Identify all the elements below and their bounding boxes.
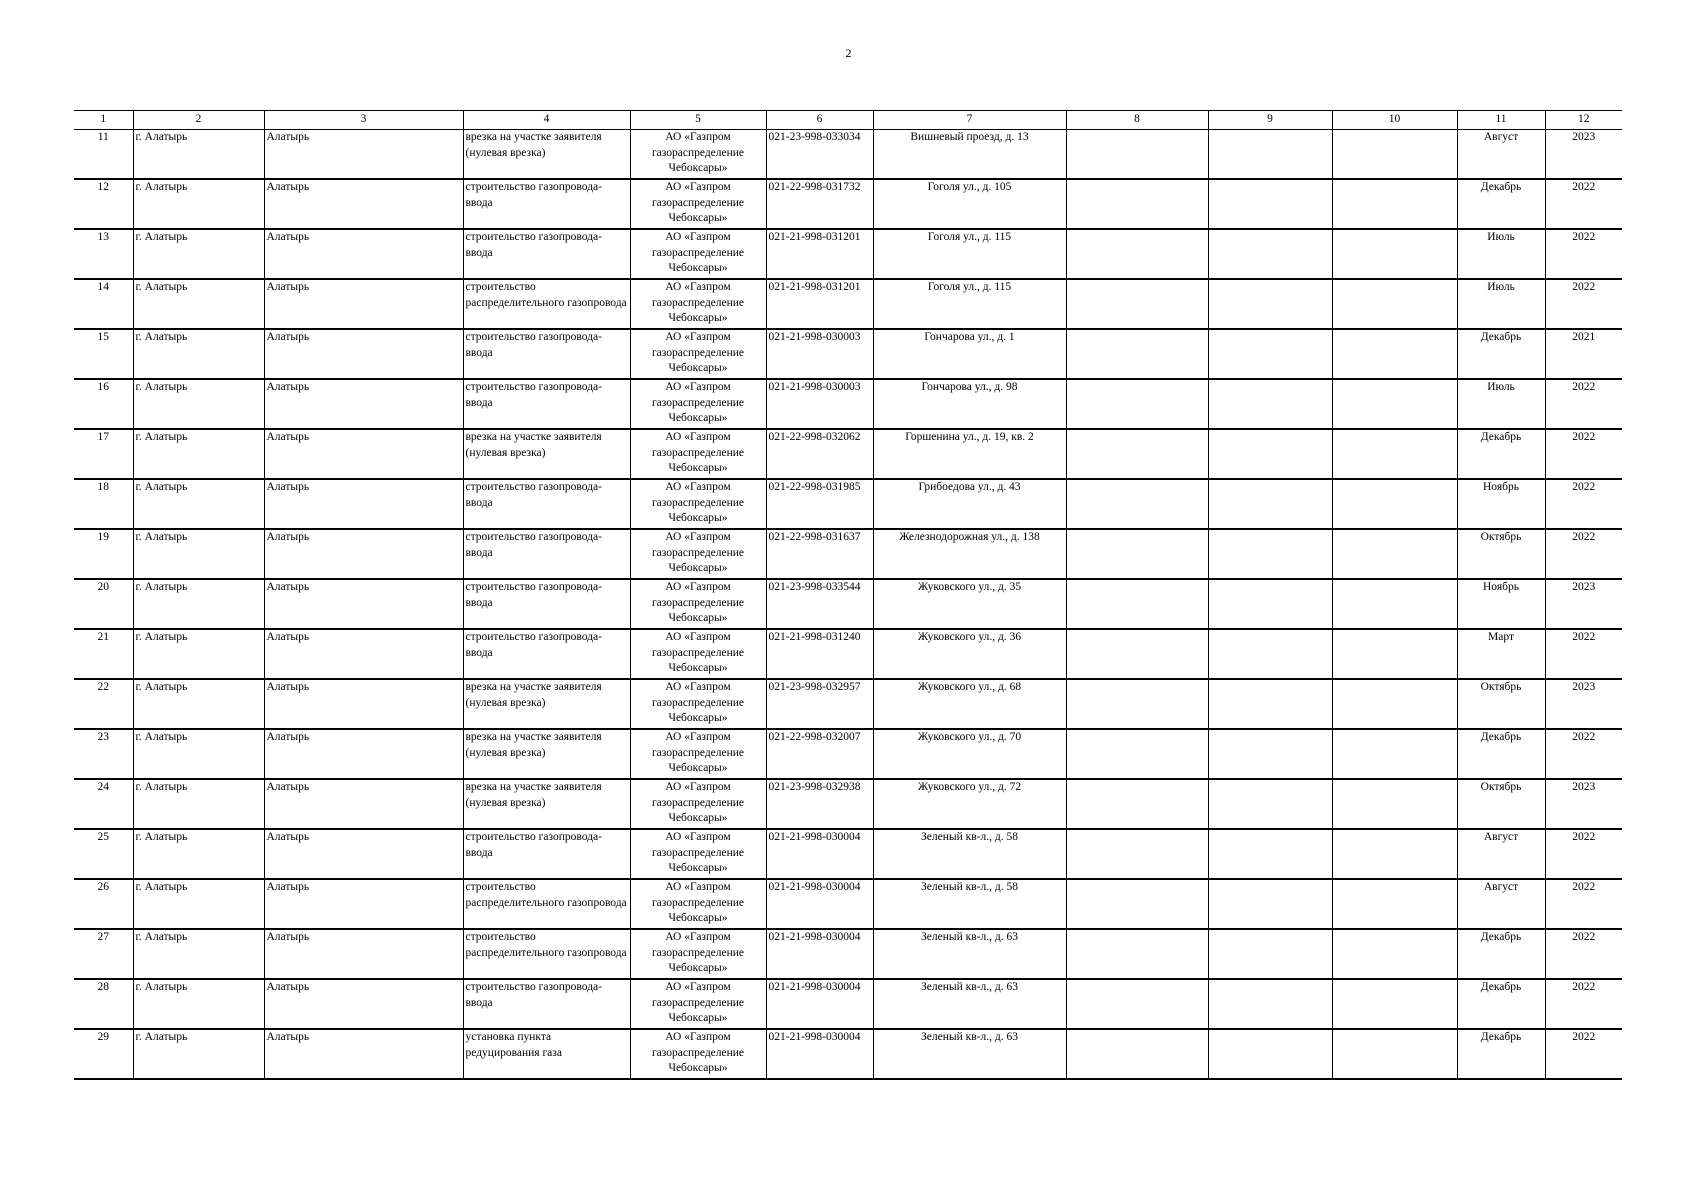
address-cell: Жуковского ул., д. 72 (873, 779, 1066, 829)
column-header: 8 (1066, 111, 1208, 130)
month-cell: Декабрь (1457, 329, 1545, 379)
year-cell: 2022 (1545, 729, 1622, 779)
application-number-cell: 021-21-998-030004 (766, 829, 873, 879)
address-cell: Гончарова ул., д. 98 (873, 379, 1066, 429)
column-10-cell (1332, 779, 1457, 829)
row-number-cell: 25 (74, 829, 133, 879)
organization-cell: АО «Газпром газораспределение Чебоксары» (630, 479, 766, 529)
address-cell: Зеленый кв-л., д. 58 (873, 829, 1066, 879)
address-cell: Жуковского ул., д. 36 (873, 629, 1066, 679)
work-type-cell: строительство газопровода-ввода (463, 379, 630, 429)
organization-cell: АО «Газпром газораспределение Чебоксары» (630, 979, 766, 1029)
year-cell: 2023 (1545, 779, 1622, 829)
district-cell: г. Алатырь (133, 829, 264, 879)
application-number-cell: 021-21-998-030004 (766, 979, 873, 1029)
row-number-cell: 19 (74, 529, 133, 579)
year-cell: 2023 (1545, 679, 1622, 729)
district-cell: г. Алатырь (133, 429, 264, 479)
row-number-cell: 15 (74, 329, 133, 379)
row-number-cell: 18 (74, 479, 133, 529)
column-8-cell (1066, 179, 1208, 229)
column-9-cell (1208, 629, 1332, 679)
address-cell: Жуковского ул., д. 70 (873, 729, 1066, 779)
work-type-cell: строительство газопровода-ввода (463, 229, 630, 279)
organization-cell: АО «Газпром газораспределение Чебоксары» (630, 329, 766, 379)
column-10-cell (1332, 479, 1457, 529)
settlement-cell: Алатырь (264, 829, 463, 879)
month-cell: Август (1457, 879, 1545, 929)
column-8-cell (1066, 1029, 1208, 1079)
address-cell: Гончарова ул., д. 1 (873, 329, 1066, 379)
column-8-cell (1066, 579, 1208, 629)
month-cell: Декабрь (1457, 729, 1545, 779)
table-row (74, 429, 1622, 479)
district-cell: г. Алатырь (133, 479, 264, 529)
application-number-cell: 021-21-998-030003 (766, 379, 873, 429)
column-10-cell (1332, 529, 1457, 579)
column-8-cell (1066, 829, 1208, 879)
work-type-cell: врезка на участке заявителя (нулевая врезка) (463, 130, 630, 180)
column-9-cell (1208, 929, 1332, 979)
column-9-cell (1208, 879, 1332, 929)
application-number-cell: 021-21-998-030004 (766, 1029, 873, 1079)
month-cell: Март (1457, 629, 1545, 679)
column-header: 10 (1332, 111, 1457, 130)
settlement-cell: Алатырь (264, 329, 463, 379)
month-cell: Июль (1457, 279, 1545, 329)
column-10-cell (1332, 629, 1457, 679)
column-8-cell (1066, 479, 1208, 529)
application-number-cell: 021-23-998-032957 (766, 679, 873, 729)
year-cell: 2022 (1545, 979, 1622, 1029)
settlement-cell: Алатырь (264, 429, 463, 479)
table-row (74, 929, 1622, 979)
column-8-cell (1066, 929, 1208, 979)
month-cell: Ноябрь (1457, 579, 1545, 629)
year-cell: 2022 (1545, 229, 1622, 279)
address-cell: Жуковского ул., д. 35 (873, 579, 1066, 629)
year-cell: 2021 (1545, 329, 1622, 379)
column-10-cell (1332, 1029, 1457, 1079)
year-cell: 2022 (1545, 829, 1622, 879)
row-number-cell: 21 (74, 629, 133, 679)
column-8-cell (1066, 529, 1208, 579)
settlement-cell: Алатырь (264, 679, 463, 729)
table-row (74, 279, 1622, 329)
column-10-cell (1332, 579, 1457, 629)
column-header: 7 (873, 111, 1066, 130)
column-9-cell (1208, 579, 1332, 629)
organization-cell: АО «Газпром газораспределение Чебоксары» (630, 429, 766, 479)
organization-cell: АО «Газпром газораспределение Чебоксары» (630, 279, 766, 329)
month-cell: Декабрь (1457, 179, 1545, 229)
application-number-cell: 021-22-998-031985 (766, 479, 873, 529)
district-cell: г. Алатырь (133, 179, 264, 229)
settlement-cell: Алатырь (264, 879, 463, 929)
column-9-cell (1208, 979, 1332, 1029)
year-cell: 2022 (1545, 629, 1622, 679)
address-cell: Жуковского ул., д. 68 (873, 679, 1066, 729)
column-9-cell (1208, 479, 1332, 529)
application-number-cell: 021-22-998-031732 (766, 179, 873, 229)
work-type-cell: строительство газопровода-ввода (463, 329, 630, 379)
work-type-cell: строительство распределительного газопровода (463, 929, 630, 979)
address-cell: Гоголя ул., д. 105 (873, 179, 1066, 229)
application-number-cell: 021-21-998-031201 (766, 279, 873, 329)
address-cell: Горшенина ул., д. 19, кв. 2 (873, 429, 1066, 479)
year-cell: 2022 (1545, 879, 1622, 929)
settlement-cell: Алатырь (264, 529, 463, 579)
district-cell: г. Алатырь (133, 979, 264, 1029)
column-10-cell (1332, 130, 1457, 180)
table-row (74, 779, 1622, 829)
column-header: 4 (463, 111, 630, 130)
column-10-cell (1332, 829, 1457, 879)
table-body (74, 130, 1622, 1080)
district-cell: г. Алатырь (133, 329, 264, 379)
address-cell: Зеленый кв-л., д. 58 (873, 879, 1066, 929)
table-row (74, 229, 1622, 279)
month-cell: Октябрь (1457, 529, 1545, 579)
column-8-cell (1066, 979, 1208, 1029)
settlement-cell: Алатырь (264, 130, 463, 180)
table-row (74, 1029, 1622, 1079)
address-cell: Вишневый проезд, д. 13 (873, 130, 1066, 180)
table-row (74, 879, 1622, 929)
organization-cell: АО «Газпром газораспределение Чебоксары» (630, 829, 766, 879)
month-cell: Декабрь (1457, 429, 1545, 479)
column-header: 9 (1208, 111, 1332, 130)
column-8-cell (1066, 679, 1208, 729)
year-cell: 2023 (1545, 130, 1622, 180)
work-type-cell: строительство газопровода-ввода (463, 829, 630, 879)
column-10-cell (1332, 379, 1457, 429)
month-cell: Июль (1457, 379, 1545, 429)
column-9-cell (1208, 429, 1332, 479)
organization-cell: АО «Газпром газораспределение Чебоксары» (630, 579, 766, 629)
year-cell: 2022 (1545, 929, 1622, 979)
column-10-cell (1332, 679, 1457, 729)
work-type-cell: установка пункта редуцирования газа (463, 1029, 630, 1079)
table-row (74, 679, 1622, 729)
column-8-cell (1066, 130, 1208, 180)
application-number-cell: 021-22-998-032062 (766, 429, 873, 479)
column-8-cell (1066, 629, 1208, 679)
column-header: 5 (630, 111, 766, 130)
application-number-cell: 021-23-998-033544 (766, 579, 873, 629)
month-cell: Декабрь (1457, 979, 1545, 1029)
column-9-cell (1208, 279, 1332, 329)
year-cell: 2022 (1545, 529, 1622, 579)
table-row (74, 579, 1622, 629)
year-cell: 2022 (1545, 379, 1622, 429)
year-cell: 2022 (1545, 179, 1622, 229)
application-number-cell: 021-22-998-032007 (766, 729, 873, 779)
district-cell: г. Алатырь (133, 379, 264, 429)
work-type-cell: врезка на участке заявителя (нулевая врезка) (463, 429, 630, 479)
settlement-cell: Алатырь (264, 1029, 463, 1079)
district-cell: г. Алатырь (133, 929, 264, 979)
month-cell: Декабрь (1457, 929, 1545, 979)
work-type-cell: строительство газопровода-ввода (463, 979, 630, 1029)
table-row (74, 979, 1622, 1029)
settlement-cell: Алатырь (264, 279, 463, 329)
organization-cell: АО «Газпром газораспределение Чебоксары» (630, 879, 766, 929)
column-10-cell (1332, 179, 1457, 229)
organization-cell: АО «Газпром газораспределение Чебоксары» (630, 629, 766, 679)
district-cell: г. Алатырь (133, 130, 264, 180)
organization-cell: АО «Газпром газораспределение Чебоксары» (630, 779, 766, 829)
column-number-header-row (74, 111, 1622, 130)
table-row (74, 529, 1622, 579)
table-row (74, 329, 1622, 379)
work-type-cell: строительство распределительного газопровода (463, 279, 630, 329)
district-cell: г. Алатырь (133, 1029, 264, 1079)
work-type-cell: строительство газопровода-ввода (463, 529, 630, 579)
application-number-cell: 021-21-998-031240 (766, 629, 873, 679)
row-number-cell: 22 (74, 679, 133, 729)
address-cell: Зеленый кв-л., д. 63 (873, 1029, 1066, 1079)
table-row (74, 130, 1622, 180)
column-9-cell (1208, 379, 1332, 429)
column-10-cell (1332, 329, 1457, 379)
column-8-cell (1066, 229, 1208, 279)
column-header: 12 (1545, 111, 1622, 130)
year-cell: 2022 (1545, 479, 1622, 529)
column-header: 1 (74, 111, 133, 130)
settlement-cell: Алатырь (264, 579, 463, 629)
settlement-cell: Алатырь (264, 479, 463, 529)
column-header: 11 (1457, 111, 1545, 130)
settlement-cell: Алатырь (264, 379, 463, 429)
organization-cell: АО «Газпром газораспределение Чебоксары» (630, 929, 766, 979)
district-cell: г. Алатырь (133, 579, 264, 629)
page-number: 2 (845, 46, 852, 60)
organization-cell: АО «Газпром газораспределение Чебоксары» (630, 229, 766, 279)
column-9-cell (1208, 1029, 1332, 1079)
row-number-cell: 29 (74, 1029, 133, 1079)
column-header: 6 (766, 111, 873, 130)
district-cell: г. Алатырь (133, 679, 264, 729)
district-cell: г. Алатырь (133, 529, 264, 579)
application-number-cell: 021-22-998-031637 (766, 529, 873, 579)
table-row (74, 479, 1622, 529)
organization-cell: АО «Газпром газораспределение Чебоксары» (630, 130, 766, 180)
table-row (74, 729, 1622, 779)
column-9-cell (1208, 779, 1332, 829)
month-cell: Декабрь (1457, 1029, 1545, 1079)
organization-cell: АО «Газпром газораспределение Чебоксары» (630, 679, 766, 729)
settlement-cell: Алатырь (264, 229, 463, 279)
application-number-cell: 021-21-998-030003 (766, 329, 873, 379)
column-9-cell (1208, 729, 1332, 779)
column-9-cell (1208, 679, 1332, 729)
table-row (74, 379, 1622, 429)
column-header: 3 (264, 111, 463, 130)
application-number-cell: 021-23-998-033034 (766, 130, 873, 180)
organization-cell: АО «Газпром газораспределение Чебоксары» (630, 179, 766, 229)
row-number-cell: 27 (74, 929, 133, 979)
application-number-cell: 021-21-998-030004 (766, 879, 873, 929)
column-9-cell (1208, 329, 1332, 379)
column-9-cell (1208, 529, 1332, 579)
district-cell: г. Алатырь (133, 629, 264, 679)
row-number-cell: 17 (74, 429, 133, 479)
year-cell: 2022 (1545, 279, 1622, 329)
month-cell: Август (1457, 130, 1545, 180)
column-9-cell (1208, 130, 1332, 180)
column-8-cell (1066, 429, 1208, 479)
work-type-cell: строительство газопровода-ввода (463, 579, 630, 629)
settlement-cell: Алатырь (264, 779, 463, 829)
district-cell: г. Алатырь (133, 729, 264, 779)
address-cell: Гоголя ул., д. 115 (873, 279, 1066, 329)
organization-cell: АО «Газпром газораспределение Чебоксары» (630, 1029, 766, 1079)
column-10-cell (1332, 879, 1457, 929)
district-cell: г. Алатырь (133, 779, 264, 829)
year-cell: 2022 (1545, 1029, 1622, 1079)
column-10-cell (1332, 729, 1457, 779)
column-8-cell (1066, 779, 1208, 829)
work-type-cell: врезка на участке заявителя (нулевая врезка) (463, 779, 630, 829)
application-number-cell: 021-21-998-031201 (766, 229, 873, 279)
column-8-cell (1066, 279, 1208, 329)
column-9-cell (1208, 829, 1332, 879)
column-8-cell (1066, 729, 1208, 779)
row-number-cell: 26 (74, 879, 133, 929)
district-cell: г. Алатырь (133, 879, 264, 929)
row-number-cell: 14 (74, 279, 133, 329)
month-cell: Июль (1457, 229, 1545, 279)
organization-cell: АО «Газпром газораспределение Чебоксары» (630, 729, 766, 779)
settlement-cell: Алатырь (264, 929, 463, 979)
district-cell: г. Алатырь (133, 229, 264, 279)
address-cell: Железнодорожная ул., д. 138 (873, 529, 1066, 579)
column-9-cell (1208, 179, 1332, 229)
organization-cell: АО «Газпром газораспределение Чебоксары» (630, 379, 766, 429)
gasification-schedule-table (74, 110, 1622, 1080)
table-row (74, 629, 1622, 679)
work-type-cell: строительство газопровода-ввода (463, 629, 630, 679)
column-10-cell (1332, 929, 1457, 979)
table-row (74, 829, 1622, 879)
row-number-cell: 12 (74, 179, 133, 229)
month-cell: Октябрь (1457, 779, 1545, 829)
application-number-cell: 021-23-998-032938 (766, 779, 873, 829)
settlement-cell: Алатырь (264, 179, 463, 229)
row-number-cell: 20 (74, 579, 133, 629)
column-8-cell (1066, 879, 1208, 929)
column-9-cell (1208, 229, 1332, 279)
row-number-cell: 28 (74, 979, 133, 1029)
column-10-cell (1332, 979, 1457, 1029)
month-cell: Октябрь (1457, 679, 1545, 729)
work-type-cell: строительство газопровода-ввода (463, 479, 630, 529)
column-8-cell (1066, 379, 1208, 429)
year-cell: 2022 (1545, 429, 1622, 479)
year-cell: 2023 (1545, 579, 1622, 629)
table-row (74, 179, 1622, 229)
district-cell: г. Алатырь (133, 279, 264, 329)
address-cell: Грибоедова ул., д. 43 (873, 479, 1066, 529)
settlement-cell: Алатырь (264, 629, 463, 679)
month-cell: Август (1457, 829, 1545, 879)
column-10-cell (1332, 279, 1457, 329)
settlement-cell: Алатырь (264, 729, 463, 779)
work-type-cell: строительство распределительного газопровода (463, 879, 630, 929)
column-header: 2 (133, 111, 264, 130)
work-type-cell: строительство газопровода-ввода (463, 179, 630, 229)
column-8-cell (1066, 329, 1208, 379)
column-10-cell (1332, 229, 1457, 279)
row-number-cell: 24 (74, 779, 133, 829)
row-number-cell: 11 (74, 130, 133, 180)
address-cell: Зеленый кв-л., д. 63 (873, 979, 1066, 1029)
address-cell: Зеленый кв-л., д. 63 (873, 929, 1066, 979)
settlement-cell: Алатырь (264, 979, 463, 1029)
work-type-cell: врезка на участке заявителя (нулевая врезка) (463, 679, 630, 729)
row-number-cell: 23 (74, 729, 133, 779)
month-cell: Ноябрь (1457, 479, 1545, 529)
organization-cell: АО «Газпром газораспределение Чебоксары» (630, 529, 766, 579)
work-type-cell: врезка на участке заявителя (нулевая врезка) (463, 729, 630, 779)
column-10-cell (1332, 429, 1457, 479)
row-number-cell: 16 (74, 379, 133, 429)
address-cell: Гоголя ул., д. 115 (873, 229, 1066, 279)
row-number-cell: 13 (74, 229, 133, 279)
application-number-cell: 021-21-998-030004 (766, 929, 873, 979)
